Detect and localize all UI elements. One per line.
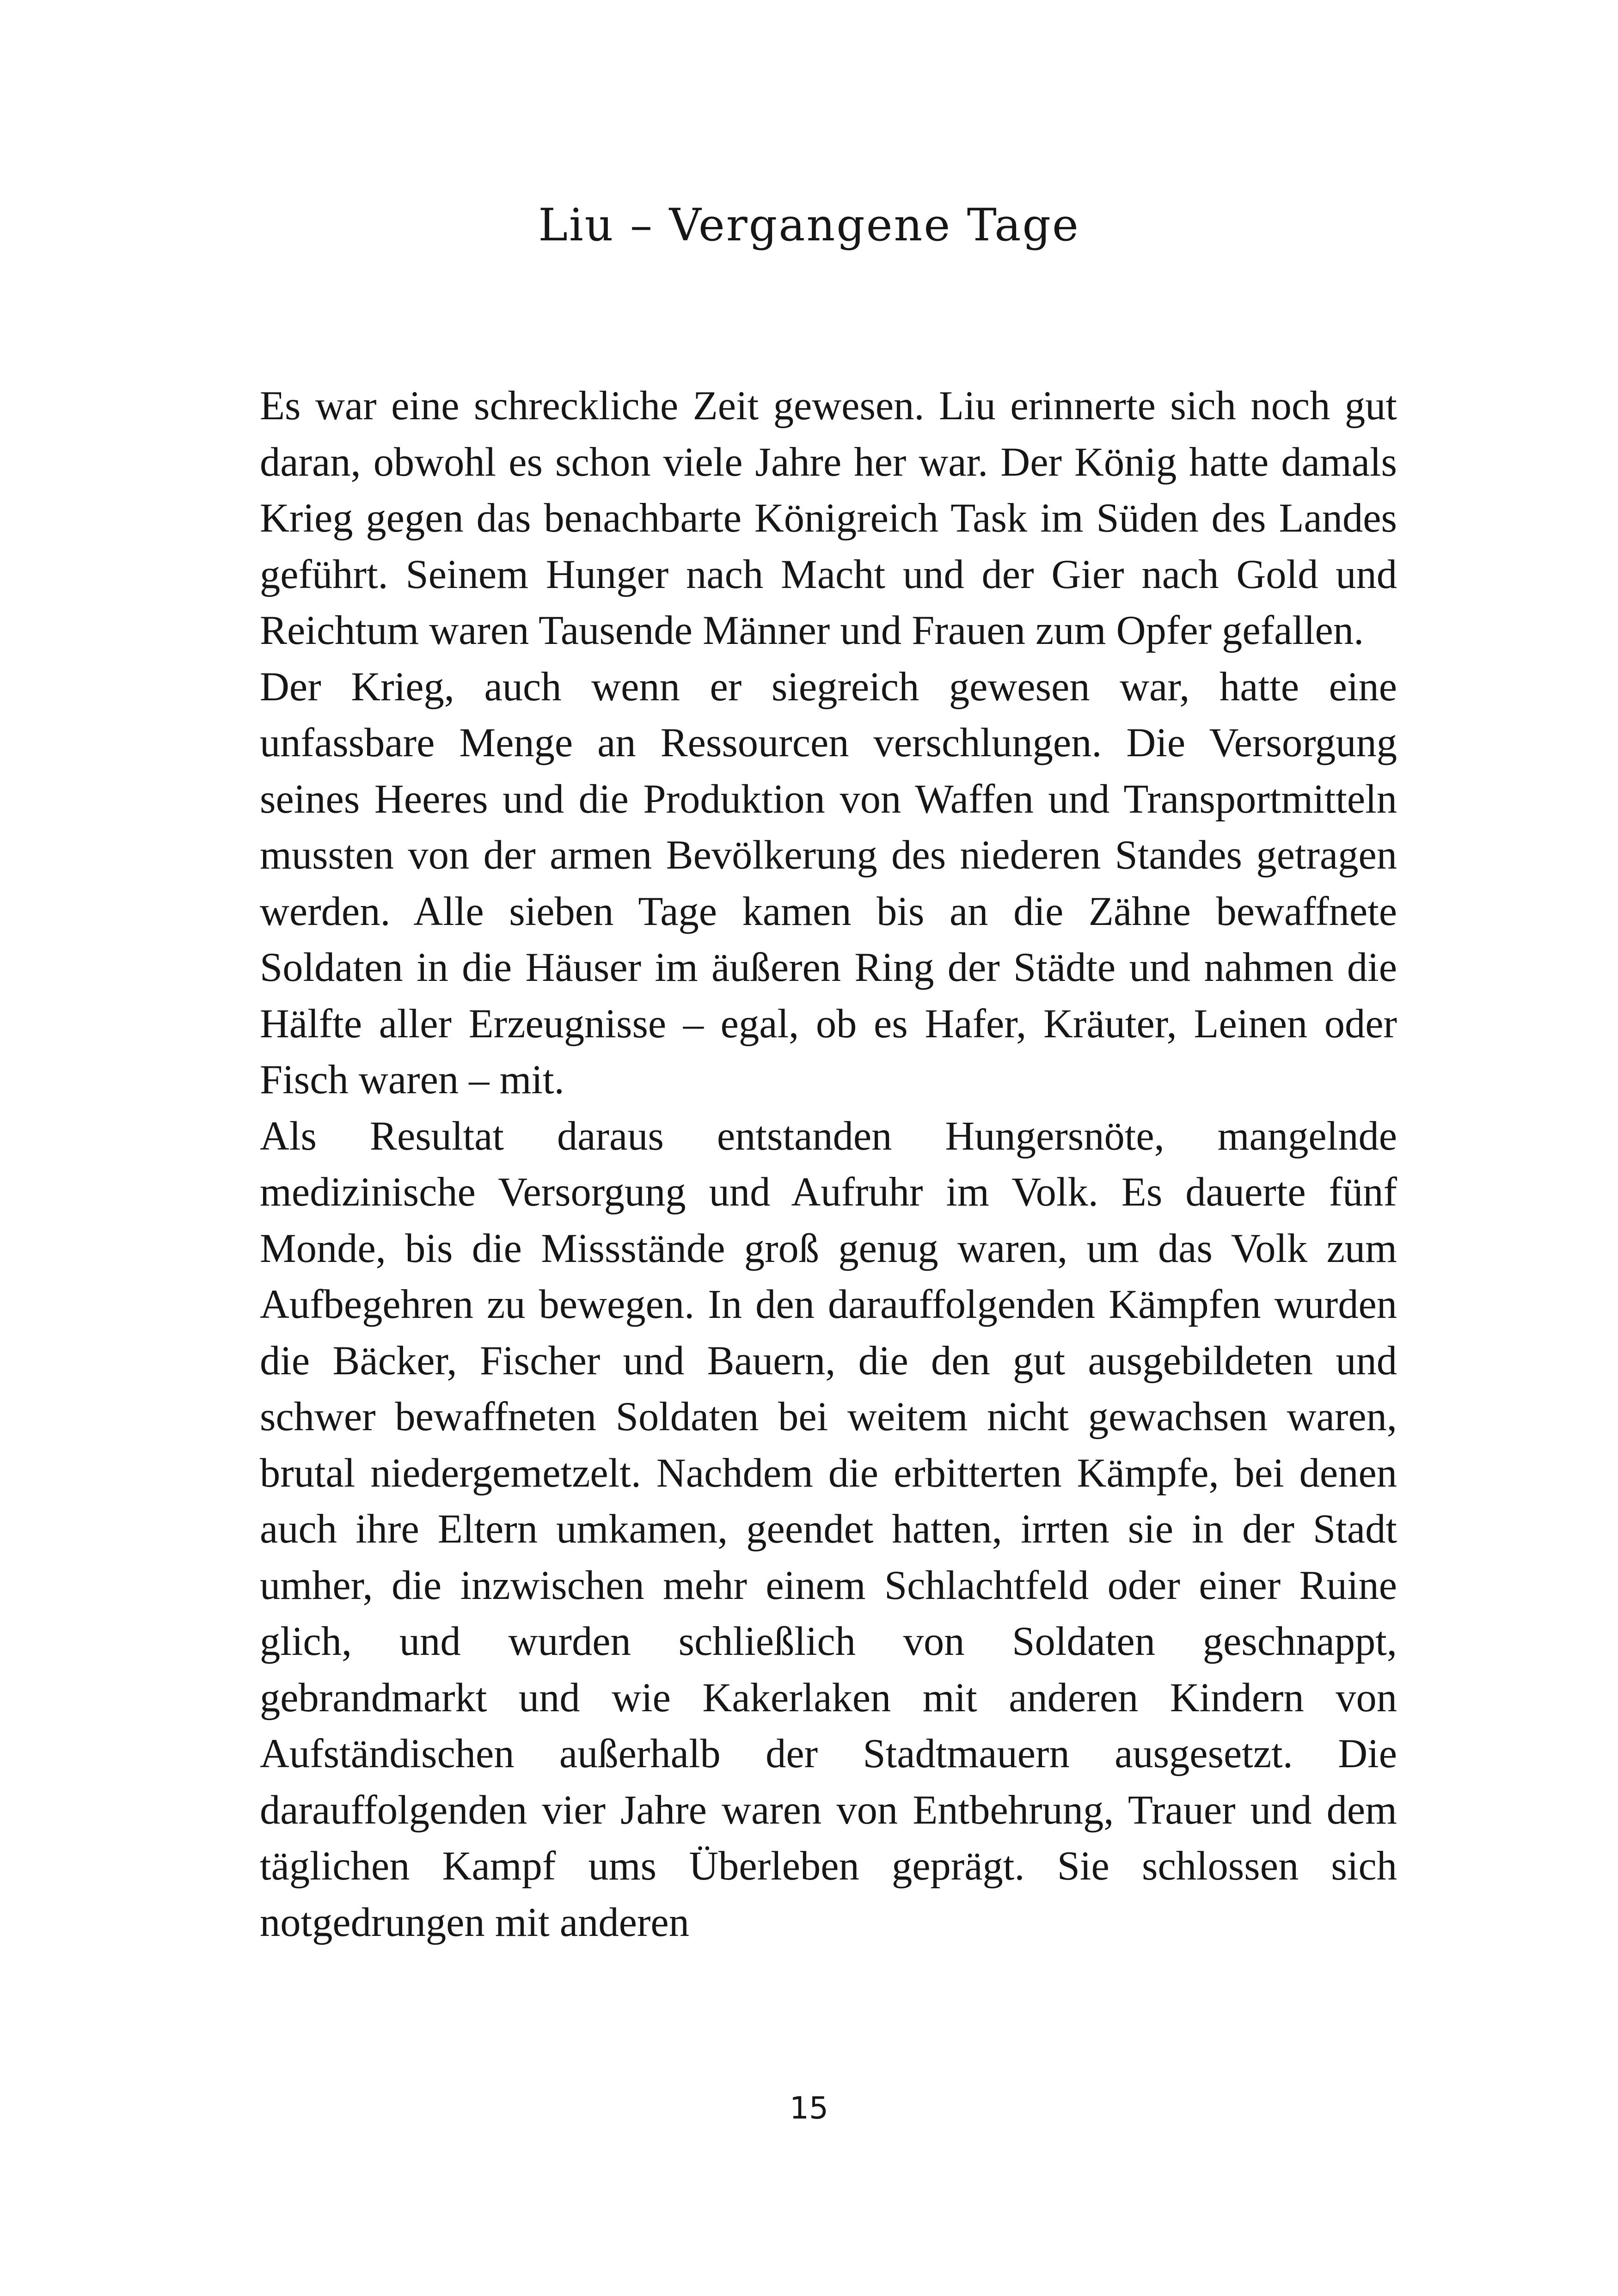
page-number: 15 xyxy=(790,2090,828,2126)
body-text xyxy=(260,378,1397,1951)
paragraph-2: Der Krieg, auch wenn er siegreich gewesen war, hatte eine unfassbare Menge an Ressourcen verschlungen. Die Versorgung seines Heeres und die Produktion von Waffen und Transportmitteln mussten von der armen Bevölkerung des niederen Standes getragen werden. Alle sieben Tage kamen bis an die Zähne bewaffnete Soldaten in die Häuser im äußeren Ring der Städte und nahmen die Hälfte aller Erzeugnisse – egal, ob es Hafer, Kräuter, Leinen oder Fisch waren – mit. xyxy=(260,664,1397,1102)
paragraph-3: Als Resultat daraus entstanden Hungersnöte, mangelnde medizinische Versorgung und Aufruhr im Volk. Es dauerte fünf Monde, bis die Missstände groß genug waren, um das Volk zum Aufbegehren zu bewegen. In den darauffolgenden Kämpfen wurden die Bäcker, Fischer und Bauern, die den gut ausgebildeten und schwer bewaffneten Soldaten bei weitem nicht gewachsen waren, brutal niedergemetzelt. Nachdem die erbitterten Kämpfe, bei denen auch ihre Eltern umkamen, geendet hatten, irrten sie in der Stadt umher, die inzwischen mehr einem Schlachtfeld oder einer Ruine glich, und wurden schließlich von Soldaten geschnappt, gebrandmarkt und wie Kakerlaken mit anderen Kindern von Aufständischen außerhalb der Stadtmauern ausgesetzt. Die darauffolgenden vier Jahre waren von Entbehrung, Trauer und dem täglichen Kampf ums Überleben geprägt. Sie schlossen sich notgedrungen mit anderen xyxy=(260,1113,1397,1945)
chapter-title: Liu – Vergangene Tage xyxy=(538,199,1080,251)
paragraph-1: Es war eine schreckliche Zeit gewesen. Liu erinnerte sich noch gut daran, obwohl es schon viele Jahre her war. Der König hatte damals Krieg gegen das benachbarte Königreich Task im Süden des Landes geführt. Seinem Hunger nach Macht und der Gier nach Gold und Reichtum waren Tausende Männer und Frauen zum Opfer gefallen. xyxy=(260,383,1397,653)
